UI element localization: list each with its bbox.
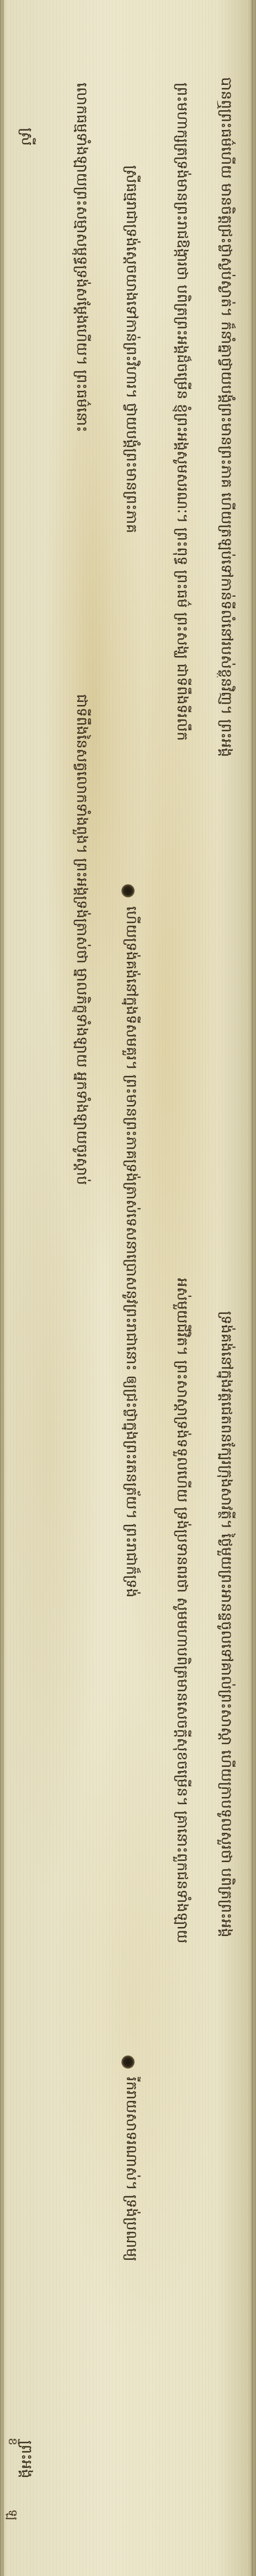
leaf-number-mark: ឡ [6,2509,19,2520]
leaf-number-mark: ខិ [6,2438,19,2445]
binding-hole-lower [121,2055,135,2069]
text-segment: លោកធម្មទាំងឡាយព្រះសម្មាសម្ពុទ្ធទ្រង់សម្តែងហើយ។ ព្រះធម៌នោះ [73,83,90,432]
text-segment: ជាទីពឹងនៃសត្វលោកទាំងពួង។ ព្រះអង្គទ្រង់ត្រាស់ថា ម្នាលភិក្ខុទាំងឡាយ អ្នកទាំងឡាយចូរស្តាប់ [73,694,90,1185]
leaf-edge-right [252,0,253,2576]
text-segment: ព្រះមហាក្សត្រទ្រង់មានព្រះរាជឱង្ការថា បពិត្រព្រះអង្គដ៏ចម្រើន ខ្ញុំព្រះអង្គសូមសរណៈ។ ព្រះពុទ្ធ ព្រះធម៌ ព្រះសង្ឃ ជាទីពឹងទីរលឹក [174,83,190,741]
text-segment: ទ្រង់គង់នៅក្នុងវត្តជេតពនក្បែរក្រុងសាវត្ថី។ ថ្ងៃមួយព្រះអានន្ទចូលទៅគាល់ព្រះសាស្តា ហើយក្រាបទូលសួរថា បពិត្រព្រះអង្គ [218,1311,234,1938]
text-segment: ស្រីធម្មរាជាទ្រង់ស្តេចយាងទៅកាន់ព្រះវិហារ។ ថ្វាយបង្គំព្រះមានព្រះភាគ [123,165,140,533]
text-segment: ព្រះអង្គ [18,2440,35,2478]
text-segment: ស្រី [18,128,35,146]
text-segment: ហើយទ្រង់គង់នៅក្នុងទីសមគួរ។ ព្រះមានព្រះភាគទ្រង់ត្រាស់ទេសនាប្រោសនូវព្រះរាជានោះ ឲ្យជ្រះថ្លាក្នុងព្រះរតនត្រ័យ។ ព្រះរាជាក៏ទ្រង់ [123,906,140,1598]
leaf-edge-left [2,0,4,2576]
text-segment: បានឮព្រះធម៌ហើយ មានចិត្តជ្រះថ្លាស្ងប់ស្ងាត់។ ក៏នាំគ្នាថ្វាយបង្គំព្រះមានព្រះភាគ ហើយត្រឡប់ទៅកាន់ទីលំនៅរបស់ខ្លួនវិញ។ ព្រះអង្គ [218,77,234,757]
binding-hole-upper [121,884,135,897]
text-segment: អស់មួយជីវិត។ ព្រះសាស្តាទ្រង់ទទួលហើយ ទ្រង់ប្រទានពរថា សូមមហាបពិត្រមានសេចក្តីសុខចម្រើន។ គ្រានោះពួកជនទាំងឡាយ [174,1278,190,1944]
text-segment: រីករាយសាទរណាស់។ ទ្រង់ប្រណម្យ [123,2077,140,2261]
